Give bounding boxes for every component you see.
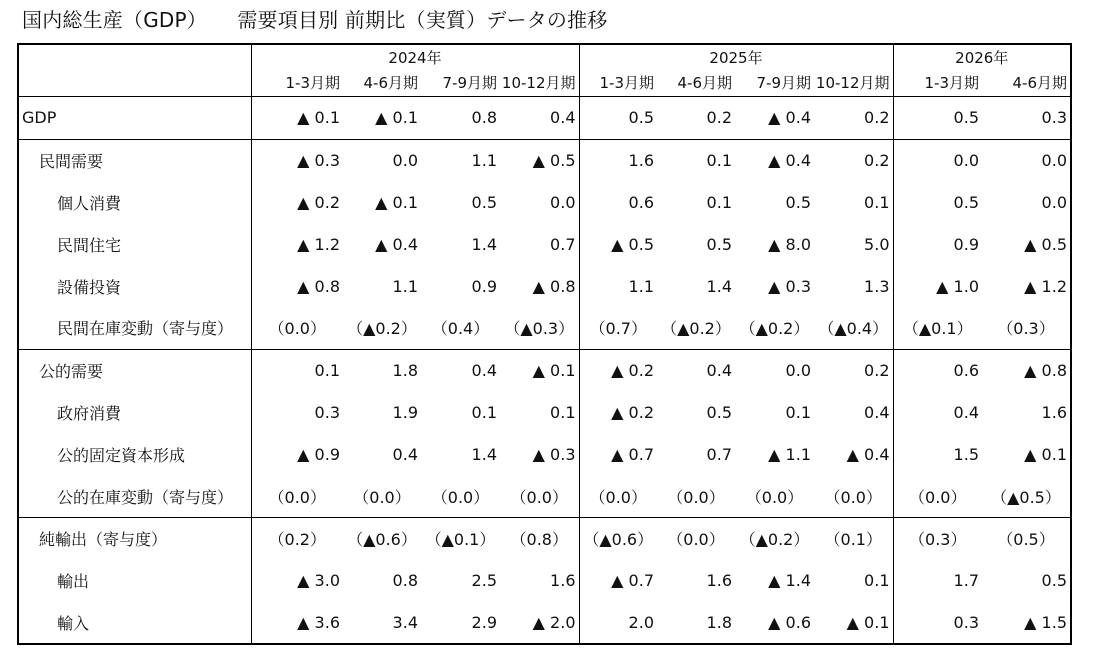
table-cell: 0.3 [982,97,1071,140]
row-label: 民間住宅 [18,223,251,265]
table-cell: 0.6 [579,182,657,224]
table-cell: 0.1 [864,571,890,591]
table-cell: （▲0.1） [421,517,500,559]
table-cell: （▲0.2） [735,517,814,559]
table-cell: （0.2） [251,517,343,559]
table-cell: ▲ 0.8 [532,276,576,296]
row-label: 設備投資 [18,265,251,307]
table-cell: 0.5 [706,402,732,422]
table-cell: 0.5 [471,192,497,212]
year-header: 2025年 [579,44,893,69]
row-label: 輸出 [18,560,251,602]
table-cell: ▲ 0.2 [297,192,340,212]
table-row [18,265,1071,307]
table-cell: 0.3 [893,602,982,645]
table-cell: 0.1 [471,402,497,422]
table-cell: 2.9 [471,612,497,632]
period-header: 4-6月期 [343,69,421,97]
table-row [18,392,1071,434]
table-cell: ▲ 1.1 [768,444,811,464]
table-cell: ▲ 0.4 [846,444,890,464]
table-row [18,223,1071,265]
table-row [18,475,1071,517]
table-cell: ▲ 1.2 [1024,276,1067,296]
table-cell: 1.6 [1041,402,1067,422]
table-cell: 0.1 [785,402,811,422]
table-cell: 1.8 [706,612,732,632]
table-row [18,517,1071,559]
year-header-row [18,44,1071,69]
table-cell: 0.2 [657,97,735,140]
table-cell: 2.0 [579,602,657,645]
row-label: 政府消費 [18,392,251,434]
table-cell: （0.0） [824,487,882,507]
header-corner-cell [18,44,251,69]
table-cell: 0.1 [251,349,343,391]
table-cell: ▲ 0.8 [297,276,340,296]
table-cell: 0.8 [392,571,418,591]
row-label: 公的在庫変動（寄与度） [18,475,251,517]
table-cell: 5.0 [864,234,890,254]
table-cell: ▲ 0.5 [579,223,657,265]
table-header [18,44,1071,97]
table-cell: 0.5 [579,97,657,140]
table-cell: 0.2 [814,97,893,140]
row-label: 個人消費 [18,182,251,224]
table-cell: ▲ 1.5 [1024,612,1067,632]
table-cell: ▲ 0.2 [579,392,657,434]
table-cell: （0.0） [431,487,490,507]
table-cell: ▲ 0.5 [500,139,579,181]
table-cell: ▲ 0.5 [1024,234,1067,254]
row-label: 公的需要 [18,349,251,391]
table-cell: ▲ 0.6 [768,612,811,632]
table-cell: 0.5 [1041,571,1067,591]
table-row [18,139,1071,181]
table-row [18,349,1071,391]
table-cell: （0.3） [997,319,1055,339]
table-cell: （▲0.2） [661,319,731,339]
table-row [18,433,1071,475]
table-body [18,97,1071,645]
table-cell: ▲ 0.2 [579,349,657,391]
table-cell: ▲ 1.4 [768,571,811,591]
table-cell: ▲ 0.8 [982,349,1071,391]
period-header: 10-12月期 [500,69,579,97]
table-cell: ▲ 8.0 [768,234,811,254]
table-cell: 0.7 [706,444,732,464]
table-cell: （0.0） [510,487,568,507]
period-header: 4-6月期 [982,69,1071,97]
table-cell: 0.4 [392,444,418,464]
table-cell: （▲0.4） [818,319,889,339]
row-label: GDP [18,97,251,140]
period-header: 1-3月期 [893,69,982,97]
table-cell: （▲0.1） [893,307,982,349]
table-cell: ▲ 0.9 [297,444,340,464]
table-cell: 1.4 [471,444,497,464]
table-cell: 0.0 [735,349,814,391]
table-cell: 1.6 [579,139,657,181]
table-cell: 1.9 [392,402,418,422]
table-cell: 0.0 [550,192,576,212]
table-cell: ▲ 0.4 [735,139,814,181]
table-cell: 0.6 [893,349,982,391]
table-cell: （0.8） [500,517,579,559]
table-cell: 0.1 [864,192,890,212]
table-cell: （0.0） [745,487,804,507]
table-cell: （▲0.5） [991,487,1061,507]
table-cell: （▲0.2） [739,319,810,339]
table-cell: （0.3） [893,517,982,559]
table-cell: 1.6 [706,571,732,591]
table-cell: 0.4 [421,349,500,391]
year-header: 2024年 [388,48,442,67]
table-cell: ▲ 0.4 [735,97,814,140]
table-cell: （▲0.3） [504,319,575,339]
row-label: 公的固定資本形成 [18,433,251,475]
row-label: 民間需要 [18,139,251,181]
row-label: 輸入 [18,602,251,645]
table-cell: ▲ 0.1 [375,192,418,212]
table-cell: 0.0 [982,139,1071,181]
table-cell: 0.3 [314,402,340,422]
table-cell: 1.4 [471,234,497,254]
table-cell: 1.4 [706,276,732,296]
table-cell: ▲ 0.3 [532,444,576,464]
table-cell: 0.5 [893,182,982,224]
table-cell: 0.4 [657,349,735,391]
table-cell: （▲0.6） [343,517,421,559]
table-cell: 1.3 [864,276,890,296]
table-cell: （0.5） [982,517,1071,559]
period-header: 1-3月期 [251,69,343,97]
table-cell: 0.9 [471,276,497,296]
table-cell: ▲ 0.4 [375,234,418,254]
table-cell: （0.1） [814,517,893,559]
table-row [18,182,1071,224]
table-cell: 1.5 [893,433,982,475]
table-cell: 0.5 [706,234,732,254]
table-cell: （0.4） [431,319,490,339]
period-header: 7-9月期 [735,69,814,97]
gdp-data-table [17,43,1072,645]
table-cell: ▲ 3.0 [297,571,340,591]
table-cell: （▲0.2） [347,319,417,339]
period-header-row [18,69,1071,97]
table-cell: 1.1 [421,139,500,181]
table-cell: 0.4 [500,97,579,140]
table-cell: （0.0） [268,319,326,339]
table-cell: （0.0） [579,475,657,517]
table-row [18,560,1071,602]
table-cell: ▲ 0.3 [768,276,811,296]
table-cell: ▲ 1.0 [893,265,982,307]
table-cell: 0.0 [1041,192,1067,212]
row-label: 民間在庫変動（寄与度） [18,307,251,349]
table-row [18,602,1071,645]
year-header: 2026年 [893,44,1071,69]
table-cell: （0.0） [268,487,326,507]
table-row [18,97,1071,140]
table-cell: ▲ 3.6 [297,612,340,632]
table-cell: ▲ 0.3 [251,139,343,181]
table-cell: 0.2 [814,349,893,391]
table-cell: 0.0 [343,139,421,181]
period-header: 4-6月期 [657,69,735,97]
table-cell: 1.1 [392,276,418,296]
table-cell: 0.4 [864,402,890,422]
table-cell: ▲ 0.1 [251,97,343,140]
table-cell: ▲ 0.1 [500,349,579,391]
table-cell: （0.0） [893,475,982,517]
page-title: 国内総生産（GDP） 需要項目別 前期比（実質）データの推移 [22,8,608,32]
table-cell: 0.1 [550,402,576,422]
table-cell: （0.0） [667,487,725,507]
table-cell: ▲ 1.2 [297,234,340,254]
table-cell: ▲ 0.7 [579,433,657,475]
table-cell: ▲ 0.1 [1024,444,1067,464]
table-cell: 1.8 [343,349,421,391]
table-cell: ▲ 0.7 [579,560,657,602]
table-cell: 0.5 [785,192,811,212]
table-cell: ▲ 0.1 [846,612,890,632]
table-cell: 0.5 [893,97,982,140]
table-cell: ▲ 0.1 [343,97,421,140]
period-header: 1-3月期 [579,69,657,97]
period-header: 10-12月期 [814,69,893,97]
table-cell: （▲0.6） [579,517,657,559]
table-cell: 3.4 [392,612,418,632]
table-cell: （0.7） [579,307,657,349]
table-cell: 2.5 [471,571,497,591]
row-label: 純輸出（寄与度） [18,517,251,559]
table-cell: （0.0） [657,517,735,559]
table-cell: 0.7 [550,234,576,254]
table-cell: 0.4 [893,392,982,434]
table-cell: 0.0 [893,139,982,181]
period-header: 7-9月期 [421,69,500,97]
table-cell: 0.2 [814,139,893,181]
table-cell: 1.7 [893,560,982,602]
table-cell: 1.1 [579,265,657,307]
table-cell: 0.8 [421,97,500,140]
header-corner-cell [18,69,251,97]
table-cell: （0.0） [353,487,411,507]
table-cell: 0.1 [706,192,732,212]
table-cell: ▲ 2.0 [532,612,576,632]
table-cell: 1.6 [550,571,576,591]
table-cell: 0.9 [893,223,982,265]
table-row [18,307,1071,349]
table-cell: 0.1 [657,139,735,181]
